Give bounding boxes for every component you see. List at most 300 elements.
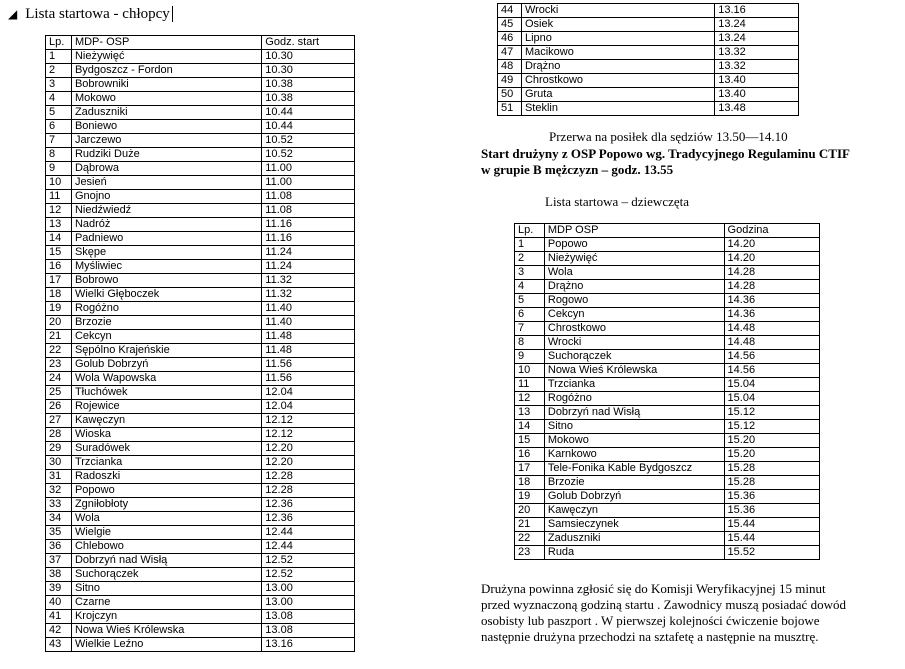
cell-time: 12.52 bbox=[262, 554, 355, 568]
column-header: MDP- OSP bbox=[71, 36, 261, 50]
cell-time: 15.28 bbox=[724, 476, 819, 490]
cell-team: Chrostkowo bbox=[521, 74, 714, 88]
table-row bbox=[46, 456, 355, 470]
table-row bbox=[515, 238, 820, 252]
cell-team: Wola bbox=[544, 266, 724, 280]
cell-team: Nowa Wieś Królewska bbox=[544, 364, 724, 378]
cell-team: Karnkowo bbox=[544, 448, 724, 462]
cell-team: Kawęczyn bbox=[71, 414, 261, 428]
cell-team: Rojewice bbox=[71, 400, 261, 414]
cell-team: Gnojno bbox=[71, 190, 261, 204]
cell-lp: 23 bbox=[46, 358, 72, 372]
cell-lp: 3 bbox=[46, 78, 72, 92]
cell-time: 10.30 bbox=[262, 50, 355, 64]
cell-time: 11.00 bbox=[262, 176, 355, 190]
cell-lp: 23 bbox=[515, 546, 545, 560]
boys-list-title-text: Lista startowa - chłopcy bbox=[25, 6, 173, 22]
table-row bbox=[515, 322, 820, 336]
table-row bbox=[46, 470, 355, 484]
cell-team: Padniewo bbox=[71, 232, 261, 246]
table-row bbox=[46, 372, 355, 386]
cell-team: Sitno bbox=[544, 420, 724, 434]
table-row bbox=[46, 232, 355, 246]
popowo-start-line-2: w grupie B mężczyzn – godz. 13.55 bbox=[481, 162, 674, 177]
cell-lp: 22 bbox=[515, 532, 545, 546]
cell-team: Dąbrowa bbox=[71, 162, 261, 176]
table-row bbox=[46, 414, 355, 428]
cell-team: Krojczyn bbox=[71, 610, 261, 624]
cell-team: Lipno bbox=[521, 32, 714, 46]
cell-time: 12.36 bbox=[262, 512, 355, 526]
cell-time: 13.24 bbox=[715, 18, 799, 32]
cell-time: 12.52 bbox=[262, 568, 355, 582]
cell-team: Chlebowo bbox=[71, 540, 261, 554]
table-row bbox=[46, 484, 355, 498]
cell-time: 14.48 bbox=[724, 322, 819, 336]
table-row bbox=[515, 252, 820, 266]
cell-time: 11.48 bbox=[262, 330, 355, 344]
cell-time: 15.44 bbox=[724, 532, 819, 546]
cell-team: Wielgie bbox=[71, 526, 261, 540]
cell-team: Cekcyn bbox=[71, 330, 261, 344]
cell-lp: 38 bbox=[46, 568, 72, 582]
cell-time: 15.36 bbox=[724, 490, 819, 504]
table-row bbox=[46, 176, 355, 190]
cell-lp: 51 bbox=[498, 102, 522, 116]
cell-time: 12.20 bbox=[262, 456, 355, 470]
cell-time: 15.04 bbox=[724, 378, 819, 392]
cell-lp: 43 bbox=[46, 638, 72, 652]
cell-team: Rogowo bbox=[544, 294, 724, 308]
cell-lp: 19 bbox=[515, 490, 545, 504]
cell-lp: 1 bbox=[46, 50, 72, 64]
cell-team: Bobrowo bbox=[71, 274, 261, 288]
cell-time: 12.44 bbox=[262, 526, 355, 540]
table-row bbox=[515, 336, 820, 350]
cell-team: Rogóżno bbox=[544, 392, 724, 406]
cell-lp: 11 bbox=[46, 190, 72, 204]
cell-time: 15.20 bbox=[724, 434, 819, 448]
cell-team: Drążno bbox=[521, 60, 714, 74]
cell-lp: 50 bbox=[498, 88, 522, 102]
cell-lp: 29 bbox=[46, 442, 72, 456]
cell-lp: 10 bbox=[515, 364, 545, 378]
cell-lp: 4 bbox=[515, 280, 545, 294]
cell-team: Skępe bbox=[71, 246, 261, 260]
cell-lp: 9 bbox=[46, 162, 72, 176]
cell-lp: 20 bbox=[46, 316, 72, 330]
table-row bbox=[46, 50, 355, 64]
cell-lp: 3 bbox=[515, 266, 545, 280]
cell-time: 13.48 bbox=[715, 102, 799, 116]
column-header: Godzina bbox=[724, 224, 819, 238]
cell-team: Wielki Głęboczek bbox=[71, 288, 261, 302]
cell-time: 11.24 bbox=[262, 246, 355, 260]
cell-time: 10.52 bbox=[262, 148, 355, 162]
cell-time: 13.16 bbox=[262, 638, 355, 652]
cell-lp: 4 bbox=[46, 92, 72, 106]
table-row bbox=[46, 78, 355, 92]
cell-team: Brzozie bbox=[71, 316, 261, 330]
table-row bbox=[46, 288, 355, 302]
table-row bbox=[515, 266, 820, 280]
cell-lp: 21 bbox=[46, 330, 72, 344]
column-header: Lp. bbox=[515, 224, 545, 238]
cell-lp: 41 bbox=[46, 610, 72, 624]
cell-team: Tele-Fonika Kable Bydgoszcz bbox=[544, 462, 724, 476]
table-row bbox=[515, 378, 820, 392]
table-row bbox=[46, 344, 355, 358]
table-row bbox=[515, 504, 820, 518]
cell-lp: 14 bbox=[515, 420, 545, 434]
cell-time: 15.12 bbox=[724, 420, 819, 434]
cell-team: Kawęczyn bbox=[544, 504, 724, 518]
table-row bbox=[46, 274, 355, 288]
cell-team: Suradówek bbox=[71, 442, 261, 456]
cell-team: Zaduszniki bbox=[71, 106, 261, 120]
table-row bbox=[46, 554, 355, 568]
cell-team: Wrocki bbox=[544, 336, 724, 350]
table-row bbox=[46, 568, 355, 582]
cell-team: Bydgoszcz - Fordon bbox=[71, 64, 261, 78]
table-row bbox=[515, 406, 820, 420]
cell-lp: 9 bbox=[515, 350, 545, 364]
cell-time: 12.28 bbox=[262, 484, 355, 498]
cell-lp: 17 bbox=[46, 274, 72, 288]
cell-team: Myśliwiec bbox=[71, 260, 261, 274]
cell-time: 13.16 bbox=[715, 4, 799, 18]
cell-lp: 40 bbox=[46, 596, 72, 610]
table-row bbox=[515, 294, 820, 308]
cell-time: 12.04 bbox=[262, 400, 355, 414]
table-row bbox=[498, 4, 799, 18]
cell-time: 13.24 bbox=[715, 32, 799, 46]
cell-time: 10.44 bbox=[262, 120, 355, 134]
note-line: Drużyna powinna zgłosić się do Komisji Weryfikacyjnej 15 minut bbox=[481, 581, 826, 596]
table-row bbox=[46, 498, 355, 512]
table-row bbox=[46, 638, 355, 652]
cell-time: 15.20 bbox=[724, 448, 819, 462]
table-row bbox=[515, 308, 820, 322]
cell-time: 15.44 bbox=[724, 518, 819, 532]
cell-time: 14.20 bbox=[724, 252, 819, 266]
cell-team: Bobrowniki bbox=[71, 78, 261, 92]
cell-lp: 46 bbox=[498, 32, 522, 46]
cell-time: 11.32 bbox=[262, 288, 355, 302]
cell-time: 15.04 bbox=[724, 392, 819, 406]
cell-team: Jesień bbox=[71, 176, 261, 190]
cell-team: Suchorączek bbox=[71, 568, 261, 582]
table-row bbox=[515, 280, 820, 294]
table-row bbox=[515, 490, 820, 504]
column-header: Lp. bbox=[46, 36, 72, 50]
girls-start-table-body bbox=[515, 224, 820, 560]
table-row bbox=[46, 442, 355, 456]
table-row bbox=[46, 134, 355, 148]
table-row bbox=[515, 518, 820, 532]
cell-time: 11.56 bbox=[262, 358, 355, 372]
cell-time: 11.40 bbox=[262, 316, 355, 330]
cell-time: 14.36 bbox=[724, 294, 819, 308]
table-row bbox=[46, 428, 355, 442]
cell-lp: 36 bbox=[46, 540, 72, 554]
cell-time: 13.08 bbox=[262, 624, 355, 638]
cell-time: 11.40 bbox=[262, 302, 355, 316]
table-header-row bbox=[46, 36, 355, 50]
table-row bbox=[46, 400, 355, 414]
cell-time: 12.12 bbox=[262, 414, 355, 428]
cell-team: Drążno bbox=[544, 280, 724, 294]
cell-lp: 21 bbox=[515, 518, 545, 532]
table-row bbox=[515, 476, 820, 490]
table-row bbox=[46, 526, 355, 540]
cell-time: 13.40 bbox=[715, 88, 799, 102]
cell-team: Mokowo bbox=[544, 434, 724, 448]
cell-team: Cekcyn bbox=[544, 308, 724, 322]
cell-team: Nieżywięć bbox=[71, 50, 261, 64]
cell-lp: 7 bbox=[46, 134, 72, 148]
boys-start-table-body bbox=[46, 36, 355, 652]
cell-lp: 47 bbox=[498, 46, 522, 60]
cell-team: Radoszki bbox=[71, 470, 261, 484]
cell-time: 14.56 bbox=[724, 364, 819, 378]
table-row bbox=[46, 162, 355, 176]
table-row bbox=[46, 512, 355, 526]
table-row bbox=[515, 434, 820, 448]
note-line: przed wyznaczoną godziną startu . Zawodnicy muszą posiadać dowód bbox=[481, 597, 846, 612]
table-row bbox=[46, 218, 355, 232]
cell-lp: 16 bbox=[46, 260, 72, 274]
table-row bbox=[498, 60, 799, 74]
cell-team: Macikowo bbox=[521, 46, 714, 60]
cell-team: Czarne bbox=[71, 596, 261, 610]
cell-team: Rogóżno bbox=[71, 302, 261, 316]
cell-team: Jarczewo bbox=[71, 134, 261, 148]
table-row bbox=[46, 260, 355, 274]
cell-team: Osiek bbox=[521, 18, 714, 32]
table-row bbox=[46, 246, 355, 260]
cell-time: 15.28 bbox=[724, 462, 819, 476]
table-row bbox=[46, 190, 355, 204]
cell-team: Rudziki Duże bbox=[71, 148, 261, 162]
table-row bbox=[46, 582, 355, 596]
boys-list-title bbox=[8, 5, 173, 23]
cell-team: Samsieczynek bbox=[544, 518, 724, 532]
cell-time: 11.08 bbox=[262, 204, 355, 218]
cell-time: 12.36 bbox=[262, 498, 355, 512]
cell-lp: 39 bbox=[46, 582, 72, 596]
cell-lp: 7 bbox=[515, 322, 545, 336]
cell-time: 15.12 bbox=[724, 406, 819, 420]
cell-time: 12.44 bbox=[262, 540, 355, 554]
boys-start-table-continued bbox=[497, 3, 799, 116]
table-row bbox=[46, 64, 355, 78]
table-row bbox=[498, 102, 799, 116]
cell-team: Wrocki bbox=[521, 4, 714, 18]
table-row bbox=[46, 386, 355, 400]
cell-time: 13.40 bbox=[715, 74, 799, 88]
table-row bbox=[515, 392, 820, 406]
cell-lp: 48 bbox=[498, 60, 522, 74]
cell-time: 12.20 bbox=[262, 442, 355, 456]
cell-time: 10.38 bbox=[262, 92, 355, 106]
cell-time: 15.36 bbox=[724, 504, 819, 518]
cell-lp: 32 bbox=[46, 484, 72, 498]
cell-team: Mokowo bbox=[71, 92, 261, 106]
cell-team: Wola bbox=[71, 512, 261, 526]
cell-time: 11.00 bbox=[262, 162, 355, 176]
table-row bbox=[515, 546, 820, 560]
cell-team: Brzozie bbox=[544, 476, 724, 490]
cell-lp: 18 bbox=[515, 476, 545, 490]
boys-start-table bbox=[45, 35, 355, 652]
cell-lp: 8 bbox=[46, 148, 72, 162]
cell-lp: 30 bbox=[46, 456, 72, 470]
cell-lp: 33 bbox=[46, 498, 72, 512]
cell-team: Popowo bbox=[544, 238, 724, 252]
cell-team: Zgniłobłoty bbox=[71, 498, 261, 512]
cell-team: Niedźwiedź bbox=[71, 204, 261, 218]
cell-team: Dobrzyń nad Wisłą bbox=[71, 554, 261, 568]
cell-lp: 14 bbox=[46, 232, 72, 246]
table-row bbox=[46, 610, 355, 624]
cell-lp: 15 bbox=[46, 246, 72, 260]
cell-time: 11.56 bbox=[262, 372, 355, 386]
cell-team: Trzcianka bbox=[71, 456, 261, 470]
cell-team: Tłuchówek bbox=[71, 386, 261, 400]
table-row bbox=[515, 448, 820, 462]
cell-lp: 28 bbox=[46, 428, 72, 442]
cell-team: Wielkie Leźno bbox=[71, 638, 261, 652]
cell-lp: 45 bbox=[498, 18, 522, 32]
cell-time: 13.00 bbox=[262, 582, 355, 596]
cell-time: 12.12 bbox=[262, 428, 355, 442]
cell-lp: 37 bbox=[46, 554, 72, 568]
cell-time: 11.32 bbox=[262, 274, 355, 288]
cell-lp: 44 bbox=[498, 4, 522, 18]
cell-team: Gruta bbox=[521, 88, 714, 102]
cell-lp: 8 bbox=[515, 336, 545, 350]
popowo-start-note bbox=[481, 146, 901, 178]
triangle-marker-icon: ◢ bbox=[8, 7, 18, 21]
table-row bbox=[46, 540, 355, 554]
cell-team: Popowo bbox=[71, 484, 261, 498]
cell-time: 14.36 bbox=[724, 308, 819, 322]
cell-lp: 16 bbox=[515, 448, 545, 462]
judges-break-note: Przerwa na posiłek dla sędziów 13.50—14.10 bbox=[549, 129, 788, 144]
table-header-row bbox=[515, 224, 820, 238]
cell-time: 10.38 bbox=[262, 78, 355, 92]
cell-time: 14.48 bbox=[724, 336, 819, 350]
cell-time: 14.28 bbox=[724, 266, 819, 280]
cell-team: Chrostkowo bbox=[544, 322, 724, 336]
cell-team: Wola Wapowska bbox=[71, 372, 261, 386]
cell-time: 10.52 bbox=[262, 134, 355, 148]
registration-note bbox=[481, 581, 901, 645]
cell-lp: 42 bbox=[46, 624, 72, 638]
cell-lp: 1 bbox=[515, 238, 545, 252]
cell-lp: 6 bbox=[46, 120, 72, 134]
cell-time: 11.24 bbox=[262, 260, 355, 274]
cell-team: Ruda bbox=[544, 546, 724, 560]
cell-lp: 26 bbox=[46, 400, 72, 414]
column-header: MDP OSP bbox=[544, 224, 724, 238]
column-header: Godz. start bbox=[262, 36, 355, 50]
table-row bbox=[46, 330, 355, 344]
cell-time: 14.20 bbox=[724, 238, 819, 252]
cell-lp: 35 bbox=[46, 526, 72, 540]
cell-time: 11.08 bbox=[262, 190, 355, 204]
cell-team: Golub Dobrzyń bbox=[544, 490, 724, 504]
cell-time: 12.28 bbox=[262, 470, 355, 484]
table-row bbox=[46, 148, 355, 162]
table-row bbox=[498, 18, 799, 32]
cell-lp: 11 bbox=[515, 378, 545, 392]
cell-team: Boniewo bbox=[71, 120, 261, 134]
cell-time: 14.28 bbox=[724, 280, 819, 294]
table-row bbox=[46, 120, 355, 134]
cell-lp: 12 bbox=[515, 392, 545, 406]
table-row bbox=[46, 596, 355, 610]
table-row bbox=[515, 420, 820, 434]
boys-start-table-continued-body bbox=[498, 4, 799, 116]
table-row bbox=[515, 532, 820, 546]
cell-lp: 27 bbox=[46, 414, 72, 428]
girls-list-title: Lista startowa – dziewczęta bbox=[545, 194, 690, 209]
cell-lp: 2 bbox=[46, 64, 72, 78]
cell-lp: 17 bbox=[515, 462, 545, 476]
table-row bbox=[498, 74, 799, 88]
table-row bbox=[46, 316, 355, 330]
table-row bbox=[515, 364, 820, 378]
table-row bbox=[515, 462, 820, 476]
note-line: następnie drużyna przechodzi na sztafetę a następnie na musztrę. bbox=[481, 629, 819, 644]
cell-time: 14.56 bbox=[724, 350, 819, 364]
cell-lp: 24 bbox=[46, 372, 72, 386]
cell-lp: 25 bbox=[46, 386, 72, 400]
cell-time: 13.32 bbox=[715, 46, 799, 60]
cell-lp: 15 bbox=[515, 434, 545, 448]
cell-lp: 2 bbox=[515, 252, 545, 266]
cell-lp: 31 bbox=[46, 470, 72, 484]
table-row bbox=[498, 32, 799, 46]
cell-time: 13.08 bbox=[262, 610, 355, 624]
cell-team: Nadróż bbox=[71, 218, 261, 232]
cell-time: 10.30 bbox=[262, 64, 355, 78]
cell-time: 11.16 bbox=[262, 218, 355, 232]
cell-time: 11.16 bbox=[262, 232, 355, 246]
cell-lp: 12 bbox=[46, 204, 72, 218]
cell-time: 11.48 bbox=[262, 344, 355, 358]
table-row bbox=[46, 302, 355, 316]
popowo-start-line-1: Start drużyny z OSP Popowo wg. Tradycyjnego Regulaminu CTIF bbox=[481, 146, 850, 161]
cell-team: Steklin bbox=[521, 102, 714, 116]
cell-lp: 5 bbox=[515, 294, 545, 308]
cell-team: Dobrzyń nad Wisłą bbox=[544, 406, 724, 420]
cell-lp: 18 bbox=[46, 288, 72, 302]
cell-team: Suchorączek bbox=[544, 350, 724, 364]
table-row bbox=[46, 358, 355, 372]
table-row bbox=[46, 624, 355, 638]
cell-team: Zaduszniki bbox=[544, 532, 724, 546]
cell-lp: 13 bbox=[515, 406, 545, 420]
cell-lp: 34 bbox=[46, 512, 72, 526]
cell-team: Golub Dobrzyń bbox=[71, 358, 261, 372]
cell-time: 10.44 bbox=[262, 106, 355, 120]
cell-team: Wioska bbox=[71, 428, 261, 442]
cell-team: Nieżywięć bbox=[544, 252, 724, 266]
girls-start-table bbox=[514, 223, 820, 560]
